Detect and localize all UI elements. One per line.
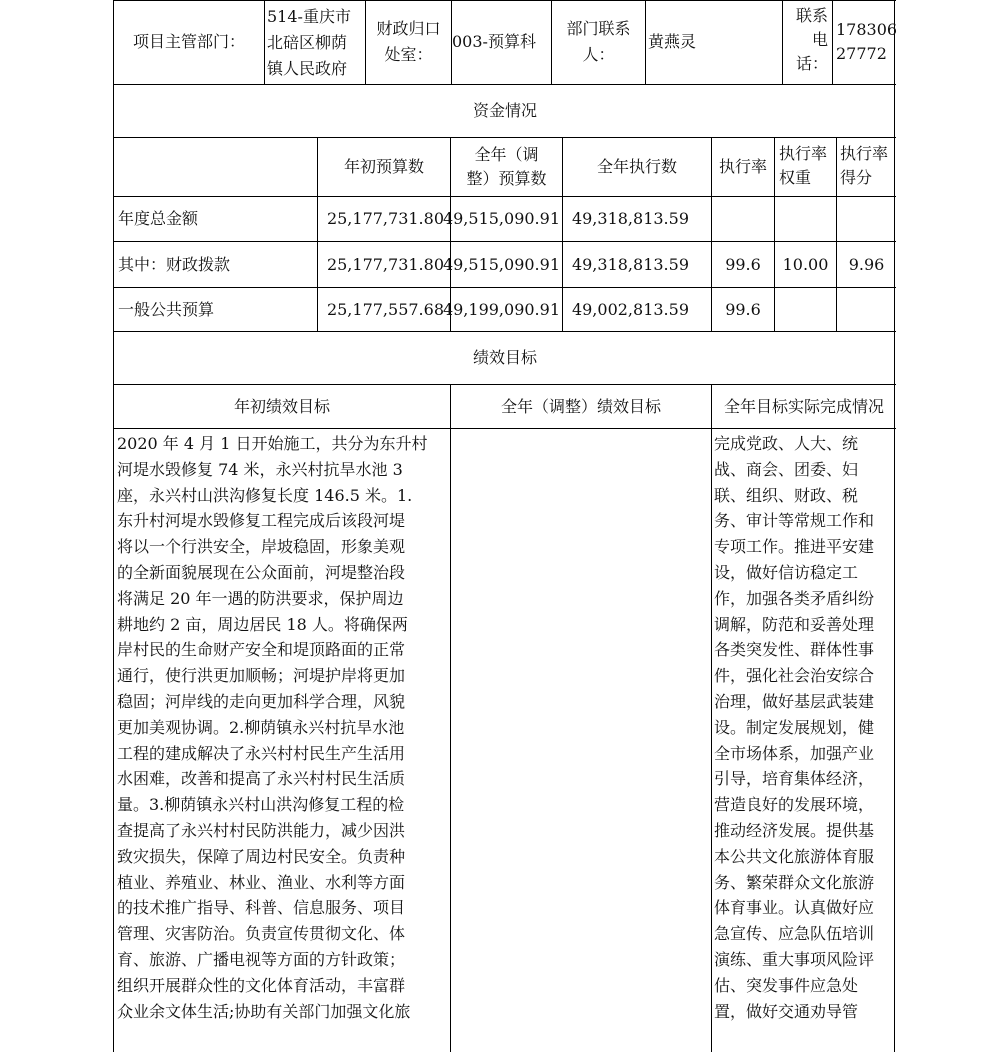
rule-v bbox=[711, 384, 712, 1052]
initial-goal-line: 更加美观协调。2.柳荫镇永兴村抗旱水池 bbox=[117, 717, 405, 737]
table-cell-adjusted: 49,515,090.91 bbox=[442, 209, 560, 228]
actual-completion-line: 营造良好的发展环境， bbox=[714, 795, 875, 815]
actual-completion-line: 全市场体系，加强产业 bbox=[714, 743, 875, 763]
actual-completion-line: 演练、重大事项风险评 bbox=[714, 949, 875, 969]
initial-goal-line: 座，永兴村山洪沟修复长度 146.5 米。1. bbox=[117, 485, 413, 505]
actual-completion-line: 联、组织、财政、税 bbox=[714, 485, 859, 505]
col-score: 执行率 得分 bbox=[840, 144, 889, 187]
phone-label: 联系 电 话： bbox=[795, 6, 828, 73]
contact-value: 黄燕灵 bbox=[648, 32, 697, 51]
actual-completion-line: 急宣传、应急队伍培训 bbox=[714, 924, 875, 944]
actual-completion-line: 推动经济发展。提供基 bbox=[714, 820, 875, 840]
rule-v bbox=[450, 384, 451, 1052]
initial-goal-line: 岸村民的生命财产安全和堤顶路面的正常 bbox=[117, 640, 406, 660]
table-cell-score bbox=[837, 288, 896, 331]
actual-completion-line: 专项工作。推进平安建 bbox=[714, 537, 875, 557]
initial-goal-line: 将以一个行洪安全，岸坡稳固，形象美观 bbox=[117, 537, 406, 557]
table-cell-rate bbox=[712, 197, 774, 241]
col-initial-goal: 年初绩效目标 bbox=[233, 396, 330, 416]
actual-completion-line: 引导，培育集体经济， bbox=[714, 769, 875, 789]
finance-value: 003-预算科 bbox=[452, 32, 536, 51]
initial-goal-line: 工程的建成解决了永兴村村民生产生活用 bbox=[117, 743, 406, 763]
actual-completion-line: 各类突发性、群体性事 bbox=[714, 640, 875, 660]
rule-perf-head-bottom bbox=[114, 428, 896, 429]
initial-goal-line: 的全新面貌展现在公众面前，河堤整治段 bbox=[117, 562, 406, 582]
actual-completion-line: 务、审计等常规工作和 bbox=[714, 511, 875, 531]
table-cell-adjusted: 49,199,090.91 bbox=[442, 299, 560, 319]
initial-goal-line: 东升村河堤水毁修复工程完成后该段河堤 bbox=[117, 511, 406, 531]
initial-goal-line: 将满足 20 年一遇的防洪要求，保护周边 bbox=[117, 588, 404, 608]
initial-goal-line: 众业余文体生活;协助有关部门加强文化旅 bbox=[117, 1001, 411, 1021]
actual-completion-line: 战、商会、团委、妇 bbox=[714, 459, 859, 479]
table-cell-score: 9.96 bbox=[848, 254, 885, 274]
table-cell-rate: 99.6 bbox=[725, 254, 761, 274]
col-weight: 执行率 权重 bbox=[779, 144, 828, 187]
actual-completion-line: 设，做好信访稳定工 bbox=[714, 562, 859, 582]
contact-label: 部门联系 人： bbox=[566, 19, 631, 64]
actual-completion-line: 完成党政、人大、统 bbox=[714, 434, 859, 453]
col-rate: 执行率 bbox=[718, 157, 767, 176]
table-cell-rate: 99.6 bbox=[725, 299, 761, 319]
actual-completion-line: 治理，做好基层武装建 bbox=[714, 691, 875, 711]
actual-completion-line: 估、突发事件应急处 bbox=[714, 975, 859, 995]
actual-completion-line: 体育事业。认真做好应 bbox=[714, 898, 875, 918]
initial-goal-line: 植业、养殖业、林业、渔业、水利等方面 bbox=[117, 872, 406, 892]
initial-goal-line: 耕地约 2 亩，周边居民 18 人。将确保两 bbox=[117, 614, 408, 634]
table-cell-initial: 25,177,731.80 bbox=[326, 254, 444, 274]
actual-completion-line: 作，加强各类矛盾纠纷 bbox=[714, 588, 875, 608]
table-cell-score bbox=[837, 197, 896, 241]
initial-goal-text bbox=[117, 431, 449, 1052]
actual-completion-line: 本公共文化旅游体育服 bbox=[714, 846, 875, 866]
initial-goal-line: 2020 年 4 月 1 日开始施工，共分为东升村 bbox=[117, 434, 428, 453]
dept-value: 514-重庆市 北碚区柳荫 镇人民政府 bbox=[267, 7, 351, 78]
funds-section-title: 资金情况 bbox=[472, 101, 537, 120]
actual-completion-line: 件，强化社会治安综合 bbox=[714, 666, 875, 686]
col-initial-budget: 年初预算数 bbox=[343, 157, 424, 176]
table-row-label: 其中：财政拨款 bbox=[118, 254, 231, 274]
initial-goal-line: 查提高了永兴村村民防洪能力，减少因洪 bbox=[117, 820, 406, 840]
initial-goal-line: 通行，使行洪更加顺畅；河堤护岸将更加 bbox=[117, 666, 406, 686]
finance-label: 财政归口 处室： bbox=[376, 19, 441, 64]
performance-report-table bbox=[113, 0, 898, 1052]
actual-completion-line: 设。制定发展规划，健 bbox=[714, 717, 875, 737]
col-adjusted-budget: 全年（调 整）预算数 bbox=[466, 145, 547, 188]
initial-goal-line: 的技术推广指导、科普、信息服务、项目 bbox=[117, 898, 406, 918]
table-cell-initial: 25,177,557.68 bbox=[326, 299, 444, 319]
table-row-label: 年度总金额 bbox=[118, 209, 199, 228]
initial-goal-line: 组织开展群众性的文化体育活动，丰富群 bbox=[117, 975, 406, 995]
actual-completion-line: 务、繁荣群众文化旅游 bbox=[714, 872, 875, 892]
initial-goal-line: 稳固；河岸线的走向更加科学合理，风貌 bbox=[117, 691, 406, 711]
table-cell-weight: 10.00 bbox=[782, 254, 829, 274]
col-executed: 全年执行数 bbox=[596, 157, 677, 176]
phone-value: 178306 27772 bbox=[836, 20, 898, 63]
adjusted-goal-text bbox=[454, 431, 709, 1052]
table-cell-executed: 49,002,813.59 bbox=[571, 299, 689, 319]
initial-goal-line: 育、旅游、广播电视等方面的方针政策； bbox=[117, 949, 406, 969]
performance-section-title: 绩效目标 bbox=[472, 348, 537, 367]
dept-label: 项目主管部门： bbox=[132, 32, 245, 51]
table-cell-weight bbox=[775, 288, 836, 331]
table-cell-adjusted: 49,515,090.91 bbox=[442, 254, 560, 274]
col-actual-completion: 全年目标实际完成情况 bbox=[723, 396, 884, 416]
initial-goal-line: 致灾损失，保障了周边村民安全。负责种 bbox=[117, 846, 406, 866]
table-row-label: 一般公共预算 bbox=[118, 299, 215, 319]
actual-completion-line: 调解，防范和妥善处理 bbox=[714, 614, 875, 634]
initial-goal-line: 管理、灾害防治。负责宣传贯彻文化、体 bbox=[117, 924, 406, 944]
initial-goal-line: 量。3.柳荫镇永兴村山洪沟修复工程的检 bbox=[117, 795, 405, 815]
table-cell-executed: 49,318,813.59 bbox=[571, 254, 689, 274]
table-cell-executed: 49,318,813.59 bbox=[571, 209, 689, 228]
table-cell-weight bbox=[775, 197, 836, 241]
initial-goal-line: 河堤水毁修复 74 米，永兴村抗旱水池 3 bbox=[117, 459, 403, 479]
actual-completion-text bbox=[714, 431, 894, 1052]
table-cell-initial: 25,177,731.80 bbox=[326, 209, 444, 228]
col-adjusted-goal: 全年（调整）绩效目标 bbox=[500, 396, 661, 416]
actual-completion-line: 置，做好交通劝导管 bbox=[714, 1001, 859, 1021]
initial-goal-line: 水困难，改善和提高了永兴村村民生活质 bbox=[117, 769, 406, 789]
